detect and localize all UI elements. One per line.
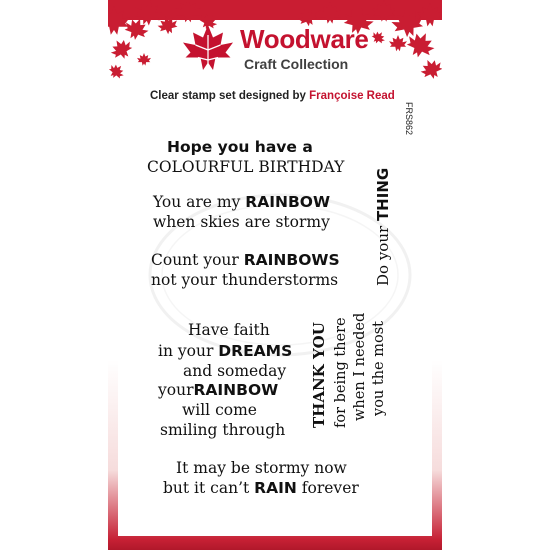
stamp-faith-line3: and someday <box>183 362 287 380</box>
product-code: FRS862 <box>404 102 414 136</box>
designer-credit <box>150 90 410 102</box>
stamp-rain-word: RAIN <box>254 479 297 497</box>
stamp-thankyou-line3: when I needed <box>352 312 368 421</box>
stamp-rainbow-line1 <box>153 195 330 211</box>
stamp-faith-line1: Have faith <box>188 321 270 339</box>
designer-credit-prefix: Clear stamp set designed by <box>150 90 306 102</box>
stamp-faith-line4 <box>158 383 278 399</box>
designer-name: Françoise Read <box>309 90 395 102</box>
stamp-faith-line2-text: in your <box>158 342 214 360</box>
stamp-count-line1 <box>151 253 340 269</box>
brand-collection: Craft Collection <box>244 56 349 72</box>
stamp-hope-line2: COLOURFUL BIRTHDAY <box>147 158 345 176</box>
stamp-hope-line1: Hope you have a <box>167 138 313 156</box>
stamp-faith-line4-text: your <box>158 381 194 399</box>
stamp-faith-line5: will come <box>182 401 257 419</box>
stamp-do-your-thing <box>376 168 391 286</box>
stamp-faith-line6: smiling through <box>160 421 286 439</box>
stamp-stormy-line1: It may be stormy now <box>176 459 347 477</box>
stamp-stormy-line2 <box>163 481 359 497</box>
stamp-count-line1-text: Count your <box>151 251 239 269</box>
stamp-thankyou-line2: for being there <box>333 317 349 428</box>
stamp-rainbow-word: RAINBOW <box>245 193 331 211</box>
stamp-dreams-word: DREAMS <box>218 342 293 360</box>
stamp-faith-line2 <box>158 344 292 360</box>
stamp-stormy-line2-text: but it can’t <box>163 479 250 497</box>
stamp-thankyou-line1: THANK YOU <box>310 322 328 428</box>
stamp-stormy-forever: forever <box>301 479 359 497</box>
stamp-thankyou-line4: you the most <box>371 321 387 416</box>
stamp-faith-rainbow-word: RAINBOW <box>193 381 279 399</box>
stamp-thing-word: THING <box>374 167 392 222</box>
brand-name: Woodware <box>240 24 369 54</box>
stamp-rainbow-line2: when skies are stormy <box>153 213 330 231</box>
stamp-rainbow-line1-text: You are my <box>153 193 241 211</box>
stamp-do-your-text: Do your <box>374 225 392 286</box>
stamp-rainbows-word: RAINBOWS <box>243 251 340 269</box>
stamp-count-line2: not your thunderstorms <box>151 271 339 289</box>
woodware-leaf-logo-icon <box>178 20 238 80</box>
